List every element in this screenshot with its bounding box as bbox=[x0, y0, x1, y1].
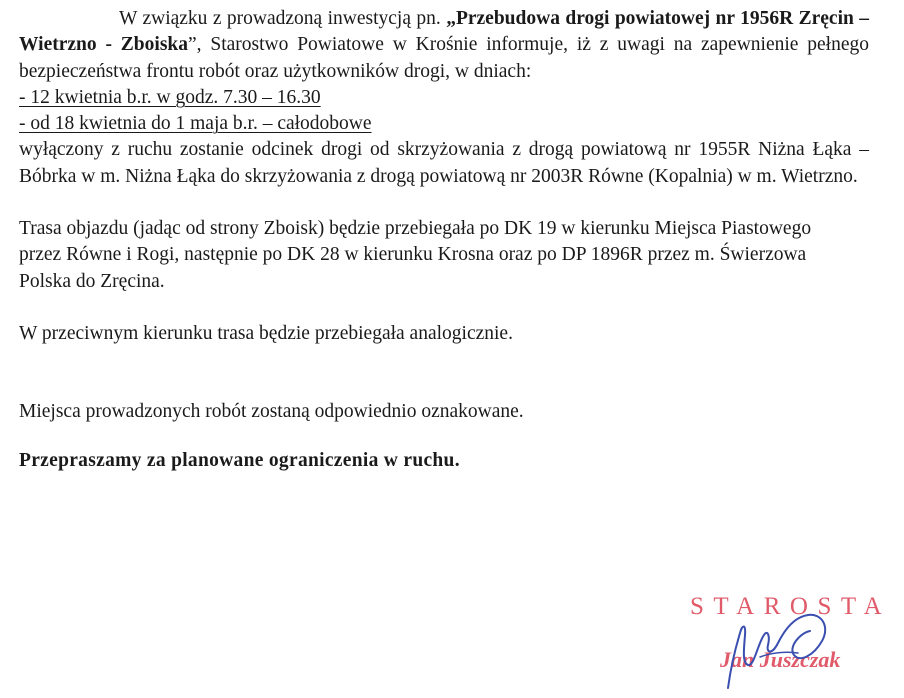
intro-paragraph bbox=[19, 6, 869, 85]
reverse-direction-paragraph: W przeciwnym kierunku trasa będzie przebiegała analogicznie. bbox=[19, 322, 513, 344]
intro-lead: W związku z prowadzoną inwestycją pn. bbox=[119, 8, 447, 29]
closure-paragraph: wyłączony z ruchu zostanie odcinek drogi od skrzyżowania z drogą powiatową nr 1955R Niżna Łąka – Bóbrka w m. Niżna Łąka do skrzyżowania z drogą powiatową nr 2003R Równe (Kopalnia) w m. Wietrzno. bbox=[19, 139, 869, 187]
intro-continuation: ”, Starostwo Powiatowe w Krośnie informuje, iż z uwagi na zapewnienie pełnego bezpieczeństwa frontu robót oraz użytkowników drogi, w dniach: bbox=[19, 34, 869, 82]
date-item-2: - od 18 kwietnia do 1 maja b.r. – całodobowe bbox=[19, 113, 372, 135]
handwritten-signature bbox=[690, 593, 890, 693]
apology-paragraph: Przepraszamy za planowane ograniczenia w ruchu. bbox=[19, 449, 460, 471]
project-name: „Przebudowa drogi powiatowej nr 1956R Zręcin – Wietrzno - Zboiska bbox=[19, 8, 870, 56]
marking-paragraph: Miejsca prowadzonych robót zostaną odpowiednio oznakowane. bbox=[19, 401, 524, 423]
detour-paragraph: Trasa objazdu (jadąc od strony Zboisk) będzie przebiegała po DK 19 w kierunku Miejsca Piastowego przez Równe i Rogi, następnie po DK 28 w kierunku Krosna oraz po DP 1896R przez m. Świerzowa Polska do Zręcina. bbox=[19, 218, 812, 292]
blank-area bbox=[0, 637, 403, 698]
date-item-1: - 12 kwietnia b.r. w godz. 7.30 – 16.30 bbox=[19, 86, 321, 108]
announcement-document bbox=[19, 6, 869, 474]
starosta-stamp bbox=[690, 593, 890, 693]
stamp-title: STAROSTA bbox=[690, 593, 892, 620]
stamp-name: Jan Juszczak bbox=[720, 647, 841, 672]
